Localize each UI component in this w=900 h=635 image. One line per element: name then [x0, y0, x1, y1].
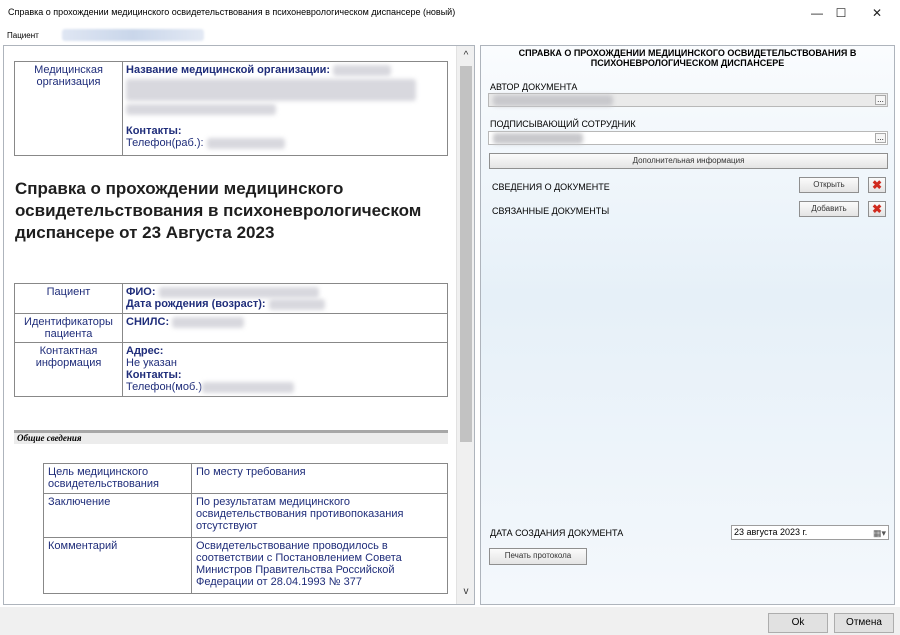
author-redacted: [493, 95, 613, 106]
related-docs-label: СВЯЗАННЫЕ ДОКУМЕНТЫ: [492, 206, 610, 216]
org-table: [14, 61, 448, 156]
patient-row-left: Пациент: [15, 284, 123, 314]
identifiers-left: Идентификаторы пациента: [15, 314, 123, 343]
scroll-down-icon[interactable]: v: [463, 586, 469, 597]
patient-row-right: [123, 284, 448, 314]
org-name-redacted: [333, 65, 391, 76]
snils-redacted: [172, 317, 244, 328]
creation-date-input[interactable]: [731, 525, 889, 540]
patient-table: [14, 283, 448, 397]
general-value-conclusion: По результатам медицинского освидетельствования противопоказания отсутствуют: [192, 494, 448, 538]
minimize-button[interactable]: —: [811, 6, 823, 20]
patient-bar: [0, 26, 900, 44]
patient-name-redacted: [62, 29, 204, 41]
delete-doc-info-icon[interactable]: ✖: [868, 177, 886, 193]
close-button[interactable]: ✕: [871, 6, 883, 20]
extra-info-button[interactable]: Дополнительная информация: [489, 153, 888, 169]
document-properties-panel: [480, 45, 895, 605]
delete-related-icon[interactable]: ✖: [868, 201, 886, 217]
creation-date-label: ДАТА СОЗДАНИЯ ДОКУМЕНТА: [490, 528, 624, 538]
address-value: Не указан: [126, 357, 177, 369]
org-address-redacted: [126, 79, 416, 101]
signer-redacted: [493, 133, 583, 144]
contact-right: [123, 343, 448, 397]
author-select-button[interactable]: ...: [875, 95, 886, 105]
section-general-header: Общие сведения: [14, 430, 448, 444]
signer-field[interactable]: [488, 131, 888, 145]
add-button[interactable]: Добавить: [799, 201, 859, 217]
document-title: Справка о прохождении медицинского освидетельствования в психоневрологическом диспансере от 23 Августа 2023: [15, 179, 422, 242]
general-value-purpose: По месту требования: [192, 464, 448, 494]
general-table: [43, 463, 448, 594]
general-key-purpose: Цель медицинского освидетельствования: [44, 464, 192, 494]
org-phone-label: Телефон(раб.):: [126, 137, 204, 149]
panel-heading: СПРАВКА О ПРОХОЖДЕНИИ МЕДИЦИНСКОГО ОСВИДЕТЕЛЬСТВОВАНИЯ В ПСИХОНЕВРОЛОГИЧЕСКОМ ДИСПАНСЕРЕ: [518, 48, 857, 68]
window-titlebar: [0, 0, 900, 26]
doc-info-label: СВЕДЕНИЯ О ДОКУМЕНТЕ: [492, 182, 610, 192]
org-right-cell: [123, 62, 448, 156]
scroll-up-icon[interactable]: ^: [463, 50, 469, 61]
signer-label: ПОДПИСЫВАЮЩИЙ СОТРУДНИК: [490, 119, 636, 129]
scroll-thumb[interactable]: [460, 66, 472, 442]
birthdate-label: Дата рождения (возраст):: [126, 298, 266, 310]
mobile-phone-label: Телефон(моб.): [126, 381, 202, 393]
dialog-footer: [0, 607, 900, 635]
window-title: Справка о прохождении медицинского освидетельствования в психоневрологическом диспансере (новый): [8, 7, 456, 17]
maximize-button[interactable]: ☐: [835, 6, 847, 20]
calendar-icon[interactable]: ▦▾: [872, 528, 886, 538]
fio-redacted: [159, 287, 319, 298]
ok-button[interactable]: Ok: [768, 613, 828, 633]
general-key-comment: Комментарий: [44, 538, 192, 594]
document-scrollbar[interactable]: [456, 46, 474, 604]
org-left-cell: Медицинская организация: [15, 62, 123, 156]
contact-left: Контактная информация: [15, 343, 123, 397]
org-address-redacted-2: [126, 104, 276, 115]
identifiers-right: [123, 314, 448, 343]
general-key-conclusion: Заключение: [44, 494, 192, 538]
creation-date-value: 23 августа 2023 г.: [734, 527, 808, 537]
general-value-comment: Освидетельствование проводилось в соответствии с Постановлением Совета Министров Правительства Российской Федерации от 28.04.1993 № 377: [192, 538, 448, 594]
author-label: АВТОР ДОКУМЕНТА: [490, 82, 578, 92]
open-button[interactable]: Открыть: [799, 177, 859, 193]
mobile-phone-redacted: [202, 382, 294, 393]
birthdate-redacted: [269, 299, 325, 310]
address-label: Адрес:: [126, 345, 164, 357]
signer-select-button[interactable]: ...: [875, 133, 886, 143]
patient-contacts-label: Контакты:: [126, 369, 182, 381]
org-contacts-label: Контакты:: [126, 125, 182, 137]
org-phone-redacted: [207, 138, 285, 149]
author-field[interactable]: [488, 93, 888, 107]
document-preview[interactable]: [3, 45, 475, 605]
snils-label: СНИЛС:: [126, 316, 170, 328]
print-protocol-button[interactable]: Печать протокола: [489, 548, 587, 565]
patient-label: Пациент: [7, 31, 39, 40]
org-name-label: Название медицинской организации:: [126, 64, 331, 76]
cancel-button[interactable]: Отмена: [834, 613, 894, 633]
fio-label: ФИО:: [126, 286, 156, 298]
